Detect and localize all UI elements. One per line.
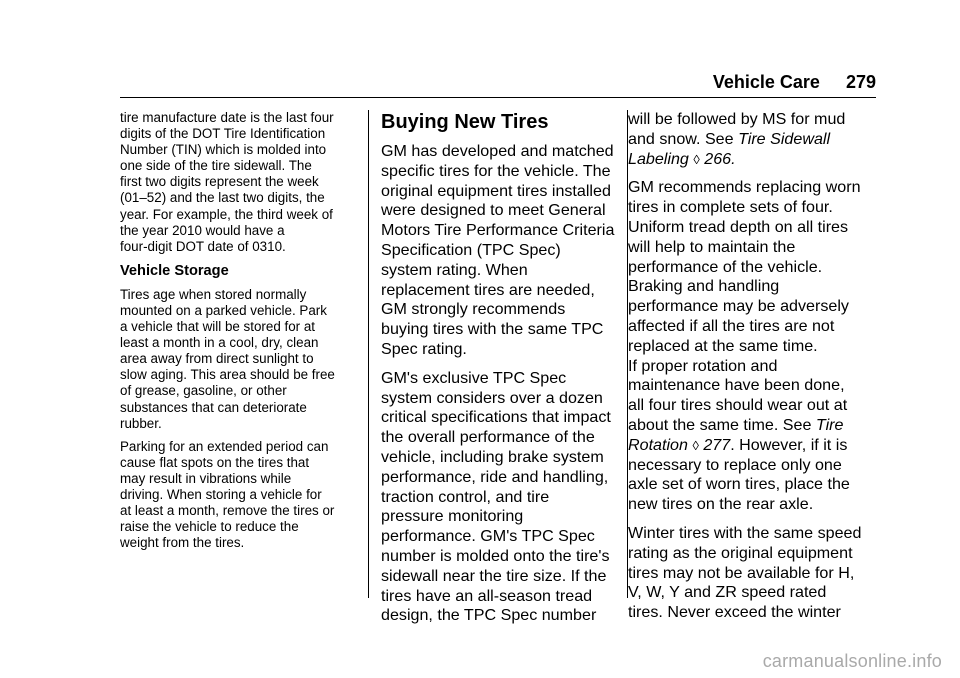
text-line: Parking for an extended period can: [120, 438, 329, 454]
text-line: may result in vibrations while: [120, 470, 292, 486]
text-line: slow aging. This area should be free: [120, 367, 335, 383]
text-line: Spec rating.: [381, 339, 467, 358]
ref-link-sidewall-labeling[interactable]: Tire Sidewall: [738, 129, 831, 148]
text-line: at least a month, remove the tires or: [120, 503, 335, 519]
text-line: specific tires for the vehicle. The: [381, 161, 611, 180]
section-title: Vehicle Care: [712, 72, 820, 92]
column-middle: [381, 110, 617, 635]
text-line: GM has developed and matched: [381, 142, 614, 160]
text-line: GM recommends replacing worn: [628, 178, 861, 197]
text-line: pressure monitoring: [381, 507, 524, 526]
header-rule: [120, 97, 876, 98]
text-line: one side of the tire sidewall. The: [120, 158, 312, 174]
text-line: original equipment tires installed: [381, 181, 611, 200]
text-line: new tires on the rear axle.: [628, 495, 814, 514]
text-line: Braking and handling: [628, 277, 780, 296]
page-reference-icon: ◊: [692, 437, 699, 453]
text-line: will be followed by MS for mud: [628, 110, 846, 128]
continuation-paragraph: [628, 110, 878, 169]
storage-paragraph-1: [120, 287, 358, 432]
text-line: cause flat spots on the tires that: [120, 454, 310, 470]
column-right: [628, 110, 878, 632]
text-line: Motors Tire Performance Criteria: [381, 221, 615, 240]
page-reference-icon: ◊: [693, 151, 700, 167]
text-line: Number (TIN) which is molded into: [120, 142, 327, 158]
text-line: sidewall near the tire size. If the: [381, 566, 607, 585]
text-line: performance, ride and handling,: [381, 467, 609, 486]
text-line: vehicle, including brake system: [381, 447, 604, 466]
text-line: (01–52) and the last two digits, the: [120, 190, 325, 206]
text-line: rubber.: [120, 415, 162, 431]
text-line: replaced at the same time.: [628, 336, 818, 355]
text-line: the overall performance of the: [381, 428, 595, 447]
text-line: traction control, and tire: [381, 487, 550, 506]
text-line: tires in complete sets of four.: [628, 198, 833, 217]
text-line: necessary to replace only one: [628, 455, 842, 474]
text-line: performance. GM's TPC Spec: [381, 527, 595, 546]
text-line: Uniform tread depth on all tires: [628, 217, 849, 236]
ref-link-tire-rotation-cont[interactable]: Rotation: [628, 435, 688, 454]
text-line: first two digits represent the week: [120, 174, 319, 190]
ref-link-sidewall-labeling-cont[interactable]: Labeling: [628, 149, 689, 168]
winter-tires-paragraph: [628, 524, 878, 623]
text-line: digits of the DOT Tire Identification: [120, 126, 326, 142]
text-line: and snow. See: [628, 129, 739, 148]
text-line: Tires age when stored normally: [120, 286, 307, 302]
text-line: system rating. When: [381, 260, 528, 279]
text-line: performance may be adversely: [628, 297, 849, 316]
text-line: tires. Never exceed the winter: [628, 603, 841, 622]
replacement-paragraph: [628, 178, 878, 515]
ref-link-tire-rotation[interactable]: Tire: [815, 415, 844, 434]
vehicle-storage-heading: Vehicle Storage: [120, 262, 229, 279]
text-line: mounted on a parked vehicle. Park: [120, 302, 327, 318]
text-line: V, W, Y and ZR speed rated: [628, 583, 827, 602]
page-number: 279: [845, 72, 876, 92]
text-line: replacement tires are needed,: [381, 280, 595, 299]
text-line: tires may not be available for H,: [628, 563, 855, 582]
text-line: axle set of worn tires, place the: [628, 475, 850, 494]
text-line: will help to maintain the: [628, 237, 796, 256]
text-line: driving. When storing a vehicle for: [120, 486, 322, 502]
column-left: [120, 110, 358, 558]
text-line: Specification (TPC Spec): [381, 240, 561, 259]
text-line: raise the vehicle to reduce the: [120, 519, 299, 535]
text-line: a vehicle that will be stored for at: [120, 319, 316, 335]
text-line: design, the TPC Spec number: [381, 606, 597, 625]
buying-new-tires-heading: Buying New Tires: [381, 111, 549, 133]
intro-paragraph: [120, 110, 358, 255]
text-line: rating as the original equipment: [628, 543, 853, 562]
text-line: about the same time. See: [628, 415, 816, 434]
text-line: were designed to meet General: [381, 201, 606, 220]
text-line: all four tires should wear out at: [628, 396, 848, 415]
text-line: GM strongly recommends: [381, 300, 566, 319]
text-line: buying tires with the same TPC: [381, 320, 604, 339]
text-line: number is molded onto the tire's: [381, 546, 610, 565]
text-line: tires have an all-season tread: [381, 586, 593, 605]
text-line: affected if all the tires are not: [628, 316, 835, 335]
text-line: substances that can deteriorate: [120, 399, 307, 415]
text-line: Winter tires with the same speed: [628, 523, 862, 542]
watermark: carmanualsonline.info: [762, 651, 942, 671]
text-line: the year 2010 would have a: [120, 222, 285, 238]
storage-paragraph-2: [120, 439, 358, 552]
text-line: four-digit DOT date of 0310.: [120, 238, 286, 254]
text-line: maintenance have been done,: [628, 376, 845, 395]
ref-page-277[interactable]: 277: [703, 435, 731, 454]
ref-page-266[interactable]: 266: [704, 149, 732, 168]
buying-paragraph-1: [381, 142, 617, 360]
page-header: [713, 71, 876, 93]
text-line: tire manufacture date is the last four: [120, 110, 334, 125]
buying-paragraph-2: [381, 369, 617, 626]
text-line: If proper rotation and: [628, 356, 778, 375]
period: .: [731, 149, 736, 168]
text-line: . However, if it is: [730, 435, 848, 454]
text-line: weight from the tires.: [120, 535, 245, 551]
column-divider-1: [368, 110, 369, 598]
text-line: performance of the vehicle.: [628, 257, 823, 276]
text-line: system considers over a dozen: [381, 388, 603, 407]
text-line: critical specifications that impact: [381, 408, 611, 427]
text-line: area away from direct sunlight to: [120, 351, 314, 367]
text-line: GM's exclusive TPC Spec: [381, 368, 567, 387]
text-line: year. For example, the third week of: [120, 206, 333, 222]
text-line: least a month in a cool, dry, clean: [120, 335, 319, 351]
text-line: of grease, gasoline, or other: [120, 383, 287, 399]
